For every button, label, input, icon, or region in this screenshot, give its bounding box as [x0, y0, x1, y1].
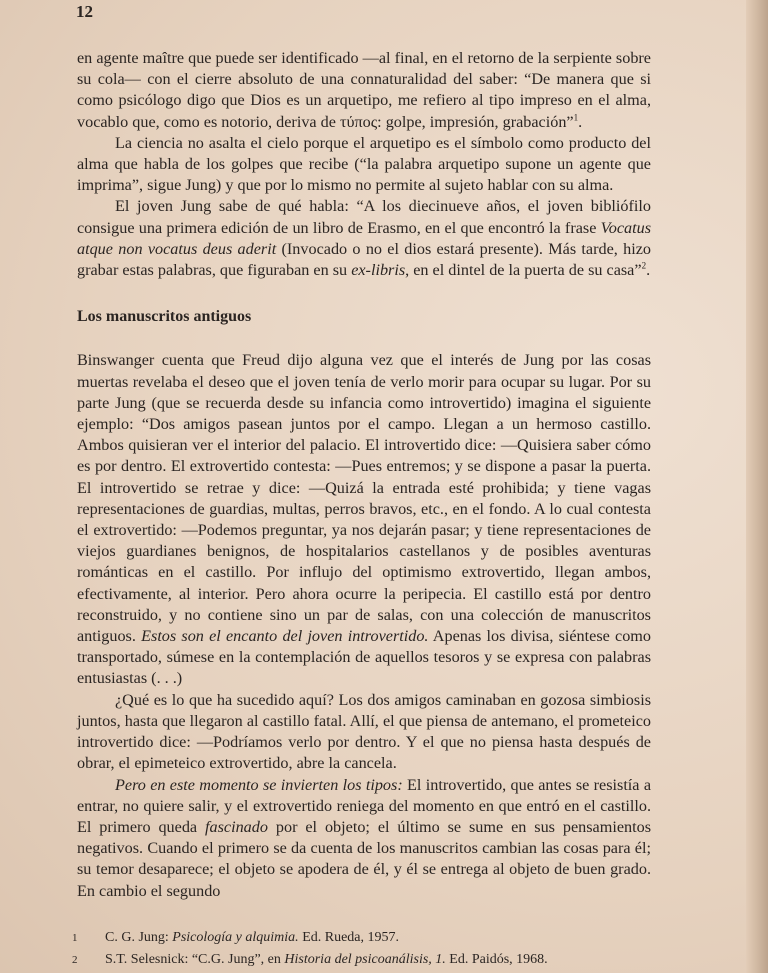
footnote-1: 1 C. G. Jung: Psicología y alquimia. Ed. Rueda, 1957.: [72, 930, 400, 945]
paragraph-3: El joven Jung sabe de qué habla: “A los diecinueve años, el joven bibliófilo consigue una primera edición de un libro de Erasmo, en el que encontró la frase Vocatus atque non vocatus deus aderit (Invocado o no el dios estará presente). Más tarde, hizo grabar estas palabras, que figuraban en su ex-libris, en el dintel de la puerta de su casa”$^2$.: [77, 197, 651, 280]
body-text: [77, 48, 651, 902]
paragraph-4: Binswanger cuenta que Freud dijo alguna vez que el interés de Jung por las cosas muertas revelaba el deseo que el joven tenía de verlo morir para ocupar su lugar. Por su parte Jung (que se recuerda desde su infancia como introvertido) imagina el siguiente ejemplo: “Dos amigos pasean juntos por el campo. Llegan a un hermoso castillo. Ambos quisieran ver el interior del palacio. El introvertido dice: —Quisiera saber cómo es por dentro. El extrovertido contesta: —Pues entremos; y se dispone a pasar la puerta. El introvertido se retrae y dice: —Quizá la entrada esté prohibida; y tiene vagas representaciones de guardias, multas, perros bravos, etc., en el fondo. A lo cual contesta el extrovertido: —Podemos preguntar, ya nos dejarán pasar; y tiene representaciones de viejos guardianes benignos, de hospitalarios castellanos y de posibles aventuras románticas en el castillo. Por influjo del optimismo extrovertido, llegan ambos, efectivamente, al interior. Pero ahora ocurre la peripecia. El castillo está por dentro reconstruido, y no contiene sino un par de salas, con una colección de manuscritos antiguos. Estos son el encanto del joven introvertido. Apenas los divisa, siéntese como transportado, súmese en la contemplación de aquellos tesoros y se expresa con palabras entusiastas (. . .): [77, 351, 651, 688]
page-edge: [746, 0, 768, 973]
page-number: 12: [76, 2, 93, 21]
paragraph-1: en agente maître que puede ser identificado —al final, en el retorno de la serpiente sobre su cola— con el cierre absoluto de una connaturalidad del saber: “De manera que si como psicólogo digo que Dios es un arquetipo, me refiero al tipo impreso en el alma, vocablo que, como es notorio, deriva de τύπος: golpe, impresión, grabación”$^1$.: [77, 49, 651, 131]
footnote-2: 2 S.T. Selesnick: “C.G. Jung”, en Historia del psicoanálisis, 1. Ed. Paidós, 1968.: [72, 952, 548, 967]
paragraph-5: ¿Qué es lo que ha sucedido aquí? Los dos amigos caminaban en gozosa simbiosis juntos, hasta que llegaron al castillo fatal. Allí, el que piensa de antemano, el prometeico introvertido dice: —Podríamos verlo por dentro. Y el que no piensa hasta después de obrar, el epimeteico extrovertido, abre la cancela.: [77, 690, 651, 773]
paragraph-2: La ciencia no asalta el cielo porque el arquetipo es el símbolo como producto del alma que habla de los golpes que recibe (“la palabra arquetipo supone un agente que imprima”, sigue Jung) y que por lo mismo no permite al sujeto hablar con su alma.: [77, 133, 651, 195]
footnotes: [72, 927, 632, 971]
section-title: Los manuscritos antiguos: [77, 308, 252, 326]
footnote-ref-2: 2: [641, 260, 647, 271]
footnote-ref-1: 1: [573, 112, 579, 123]
paragraph-6: Pero en este momento se invierten los tipos: El introvertido, que antes se resistía a entrar, no quiere salir, y el extrovertido reniega del momento en que entró en el castillo. El primero queda fascinado por el objeto; el último se sume en sus pensamientos negativos. Cuando el primero se da cuenta de los manuscritos cambian las cosas para él; su temor desaparece; el objeto se apodera de él, y él se entrega al objeto de buen grado. En cambio el segundo: [77, 775, 652, 900]
